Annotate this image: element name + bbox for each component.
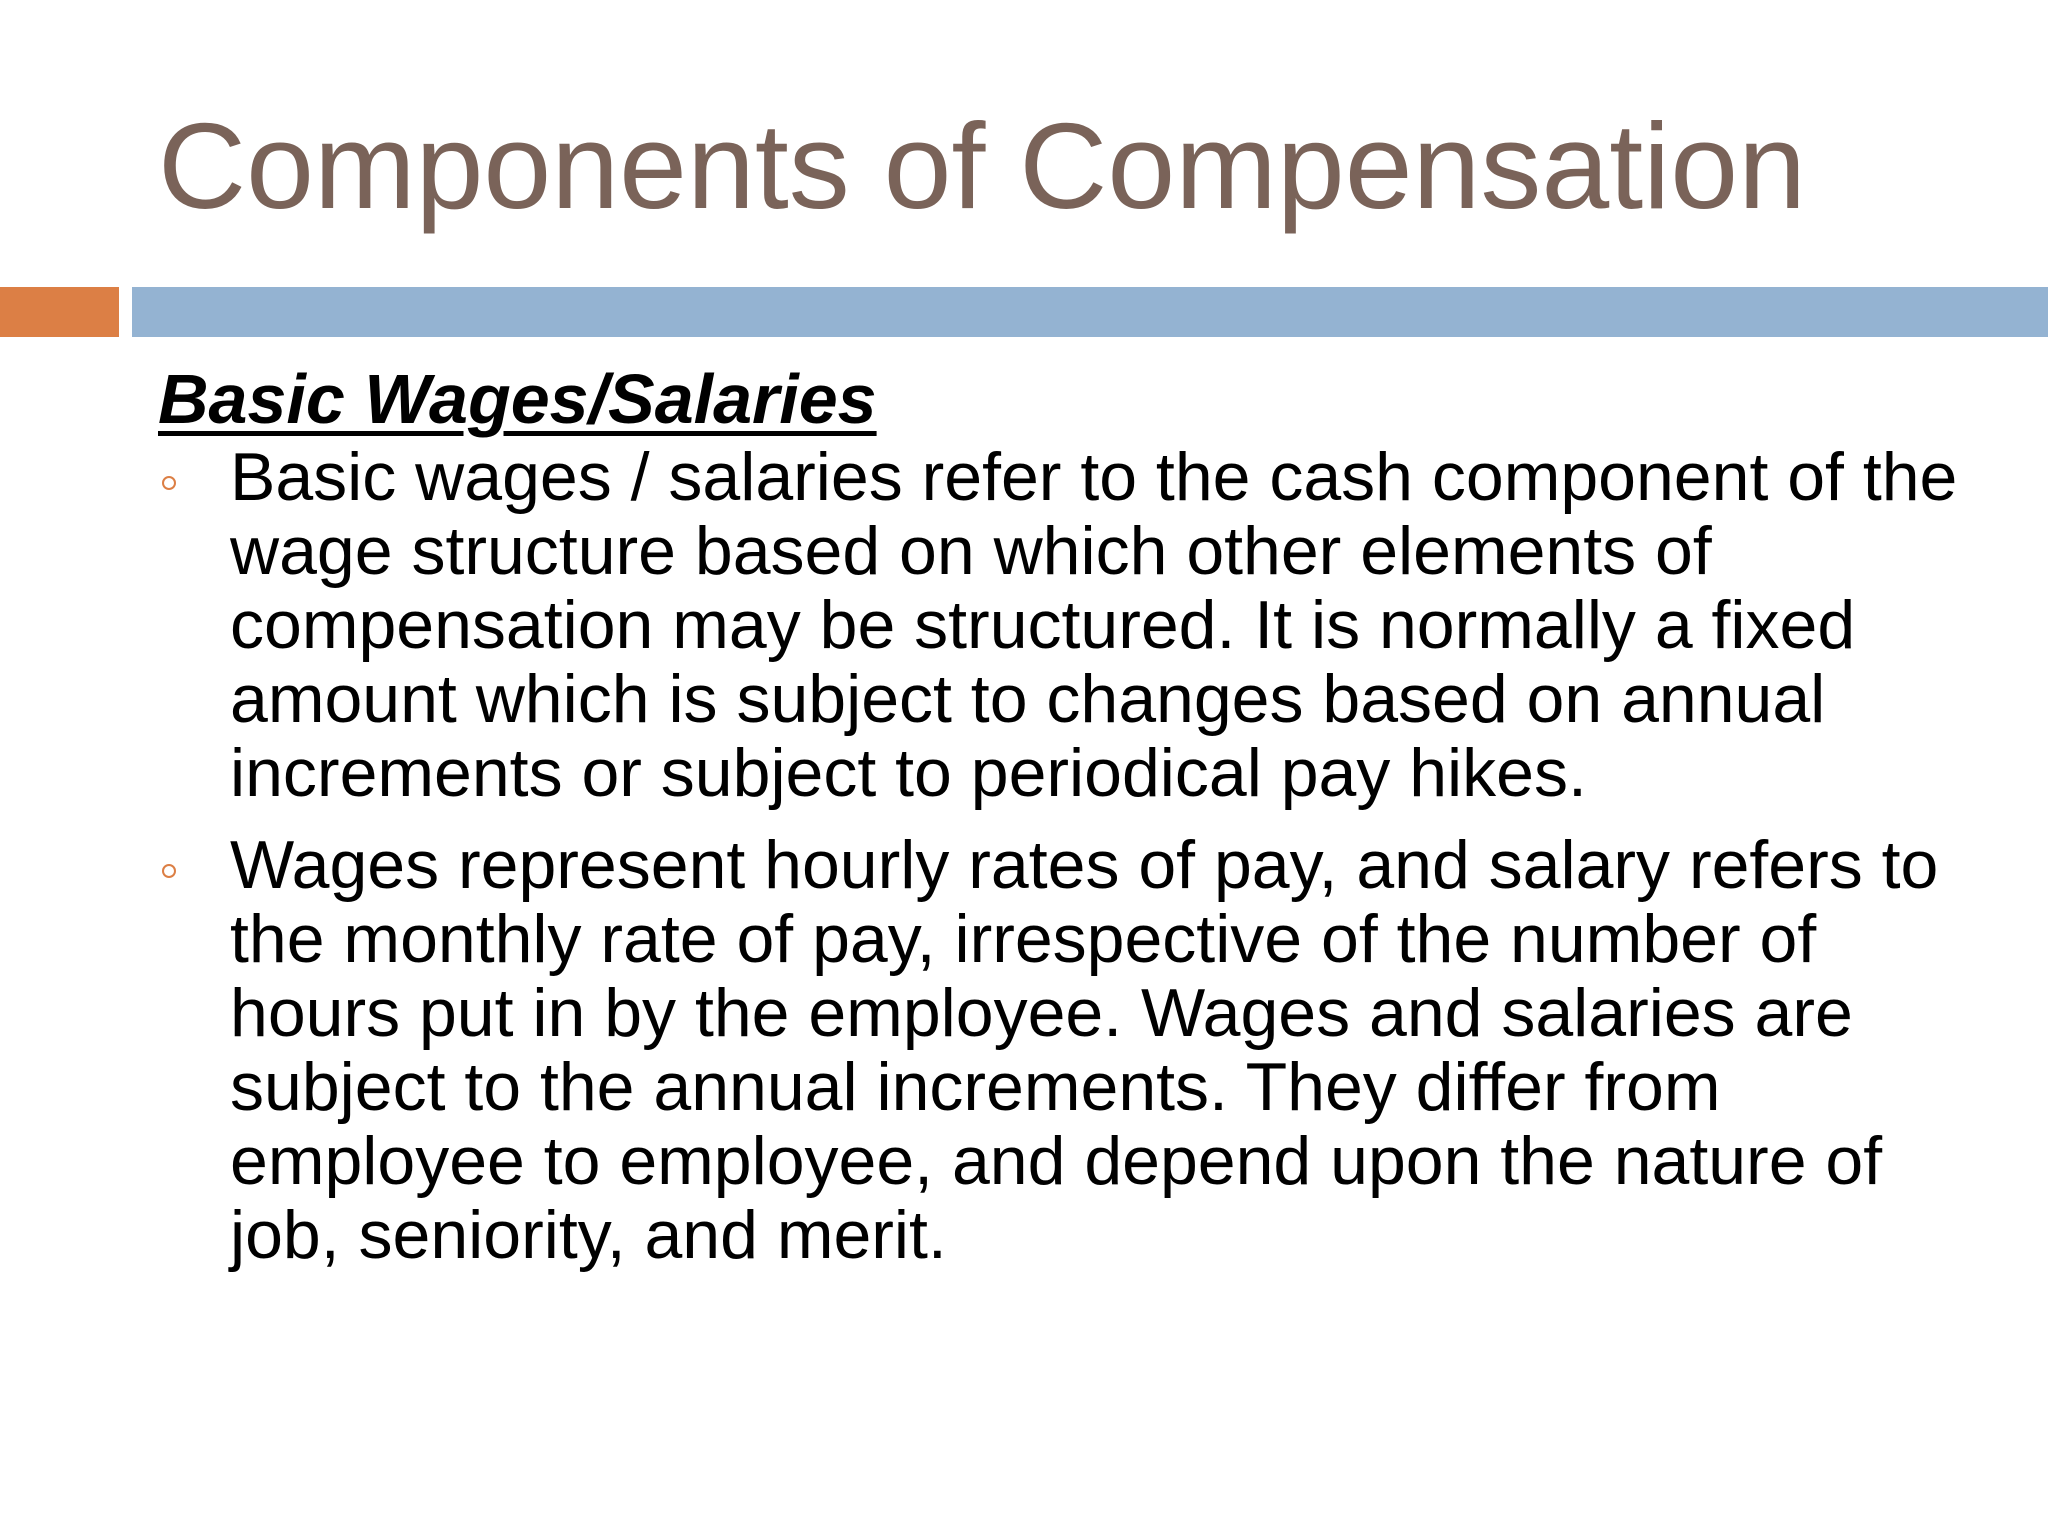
bullet-item [158, 828, 1978, 1272]
blue-accent-bar [132, 287, 2048, 337]
slide-content [158, 358, 1978, 1272]
orange-accent-bar [0, 287, 119, 337]
bullet-list [158, 440, 1978, 1272]
slide-title: Components of Compensation [158, 98, 1806, 234]
bullet-item [158, 440, 1978, 810]
bullet-text: Basic wages / salaries refer to the cash component of the wage structure based on which other elements of compensation may be structured. It is normally a fixed amount which is subject to changes based on annual increments or subject to periodical pay hikes. [230, 439, 1958, 811]
section-heading: Basic Wages/Salaries [158, 360, 877, 438]
circle-bullet-icon [162, 476, 176, 490]
bullet-text: Wages represent hourly rates of pay, and salary refers to the monthly rate of pay, irrespective of the number of hours put in by the employee. Wages and salaries are subject to the annual increments. They differ from employee to employee, and depend upon the nature of job, seniority, and merit. [230, 827, 1939, 1273]
circle-bullet-icon [162, 864, 176, 878]
